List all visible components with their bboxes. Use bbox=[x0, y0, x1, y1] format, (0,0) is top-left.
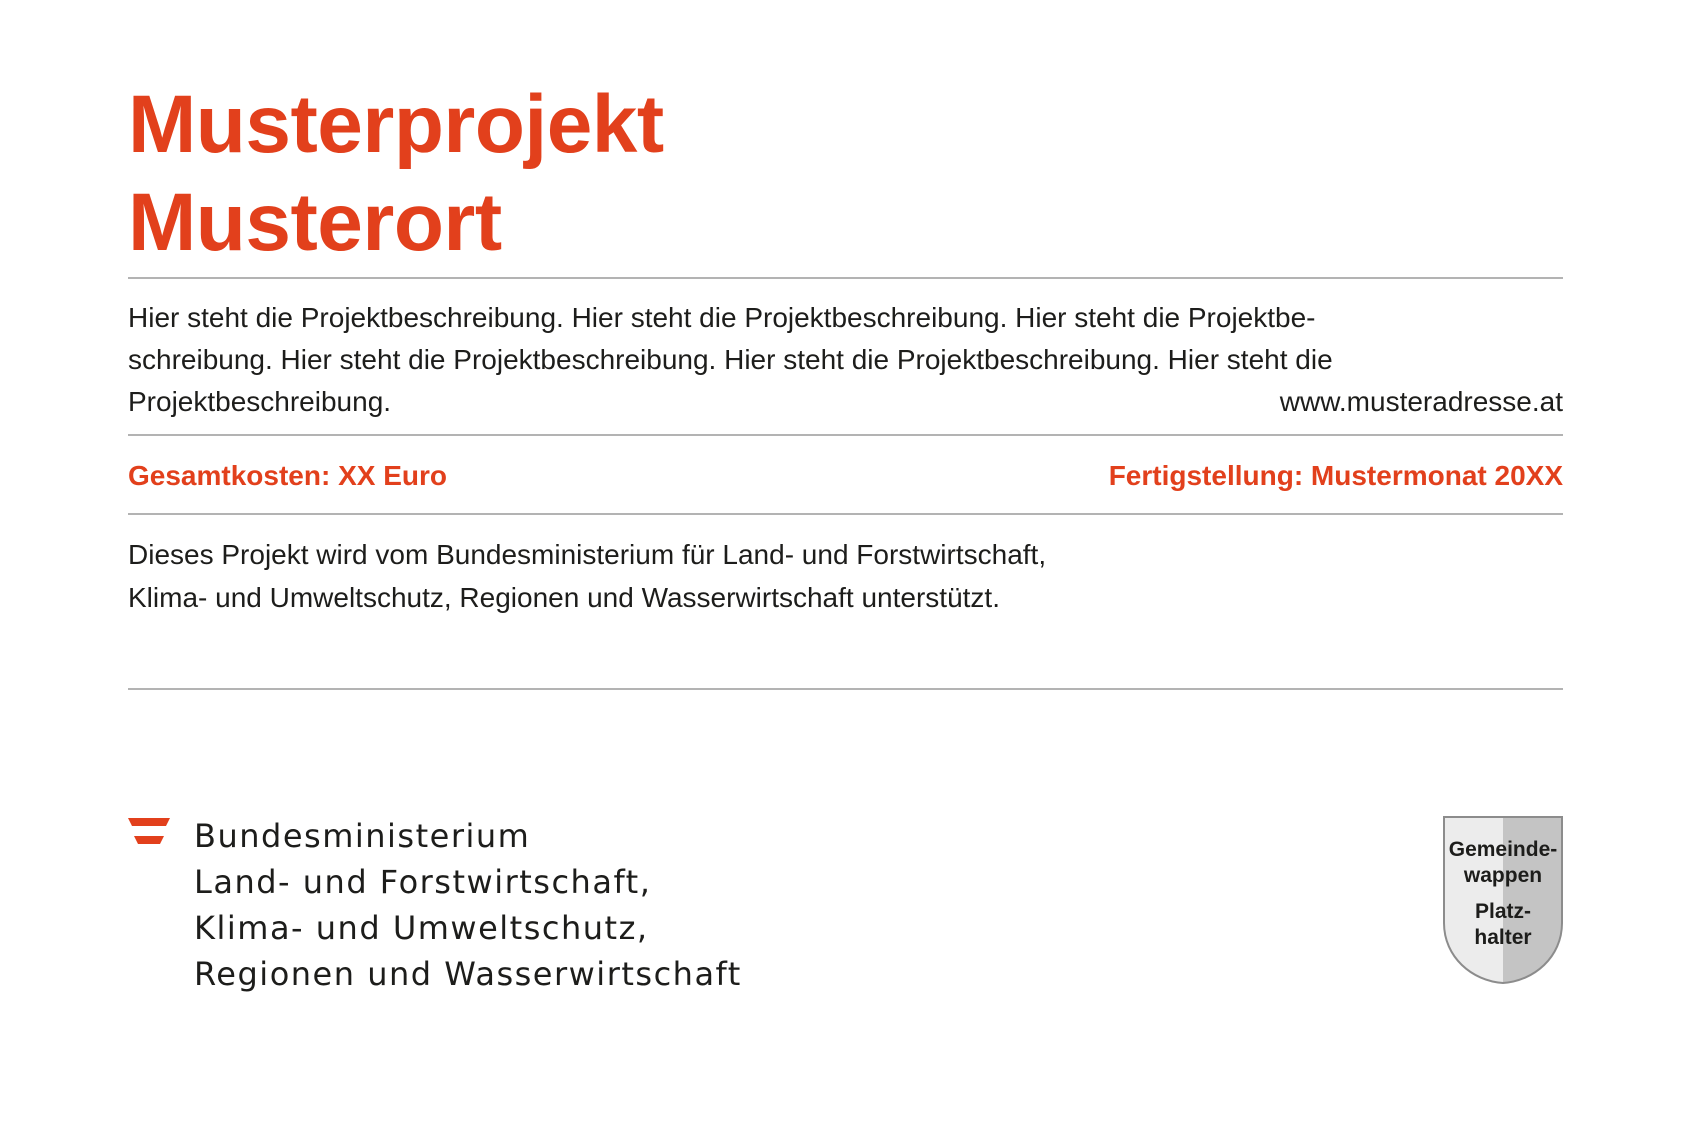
completion-date: Fertigstellung: Mustermonat 20XX bbox=[1108, 460, 1563, 491]
divider-facts bbox=[128, 513, 1563, 515]
crest-label-line-3: Platz- bbox=[1474, 900, 1531, 923]
website-link[interactable]: www.musteradresse.at bbox=[1279, 386, 1563, 417]
crest-label-line-1: Gemeinde- bbox=[1448, 838, 1558, 861]
crest-label-line-4: halter bbox=[1474, 926, 1532, 949]
funding-line-2: Klima- und Umweltschutz, Regionen und Wasserwirtschaft unterstützt. bbox=[128, 582, 1000, 613]
ministry-line-2: Land- und Forstwirtschaft, bbox=[194, 863, 652, 901]
project-title-line-1: Musterprojekt bbox=[128, 79, 664, 170]
divider-description bbox=[128, 434, 1563, 436]
description-line-1: Hier steht die Projektbeschreibung. Hier steht die Projektbeschreibung. Hier steht die Projektbe- bbox=[128, 302, 1316, 333]
divider-bottom bbox=[128, 688, 1563, 690]
austria-flag-icon bbox=[128, 818, 170, 844]
crest-label-line-2: wappen bbox=[1463, 864, 1543, 887]
project-title bbox=[128, 76, 664, 272]
project-sign bbox=[128, 0, 1563, 1126]
project-title-line-2: Musterort bbox=[128, 177, 502, 268]
divider-top bbox=[128, 277, 1563, 279]
ministry-line-1: Bundesministerium bbox=[194, 817, 531, 855]
funding-line-1: Dieses Projekt wird vom Bundesministerium für Land- und Forstwirtschaft, bbox=[128, 539, 1047, 570]
ministry-logo bbox=[128, 813, 828, 993]
ministry-name bbox=[194, 813, 742, 997]
description-line-3: Projektbeschreibung. bbox=[128, 386, 392, 417]
ministry-line-4: Regionen und Wasserwirtschaft bbox=[194, 955, 742, 993]
total-cost: Gesamtkosten: XX Euro bbox=[128, 460, 447, 491]
municipal-crest-placeholder bbox=[1442, 815, 1564, 985]
crest-label-top bbox=[1442, 837, 1564, 889]
description-line-2: schreibung. Hier steht die Projektbeschreibung. Hier steht die Projektbeschreibung. Hier steht die bbox=[128, 344, 1333, 375]
funding-statement bbox=[128, 533, 1046, 619]
ministry-line-3: Klima- und Umweltschutz, bbox=[194, 909, 649, 947]
crest-label-bottom bbox=[1442, 899, 1564, 951]
